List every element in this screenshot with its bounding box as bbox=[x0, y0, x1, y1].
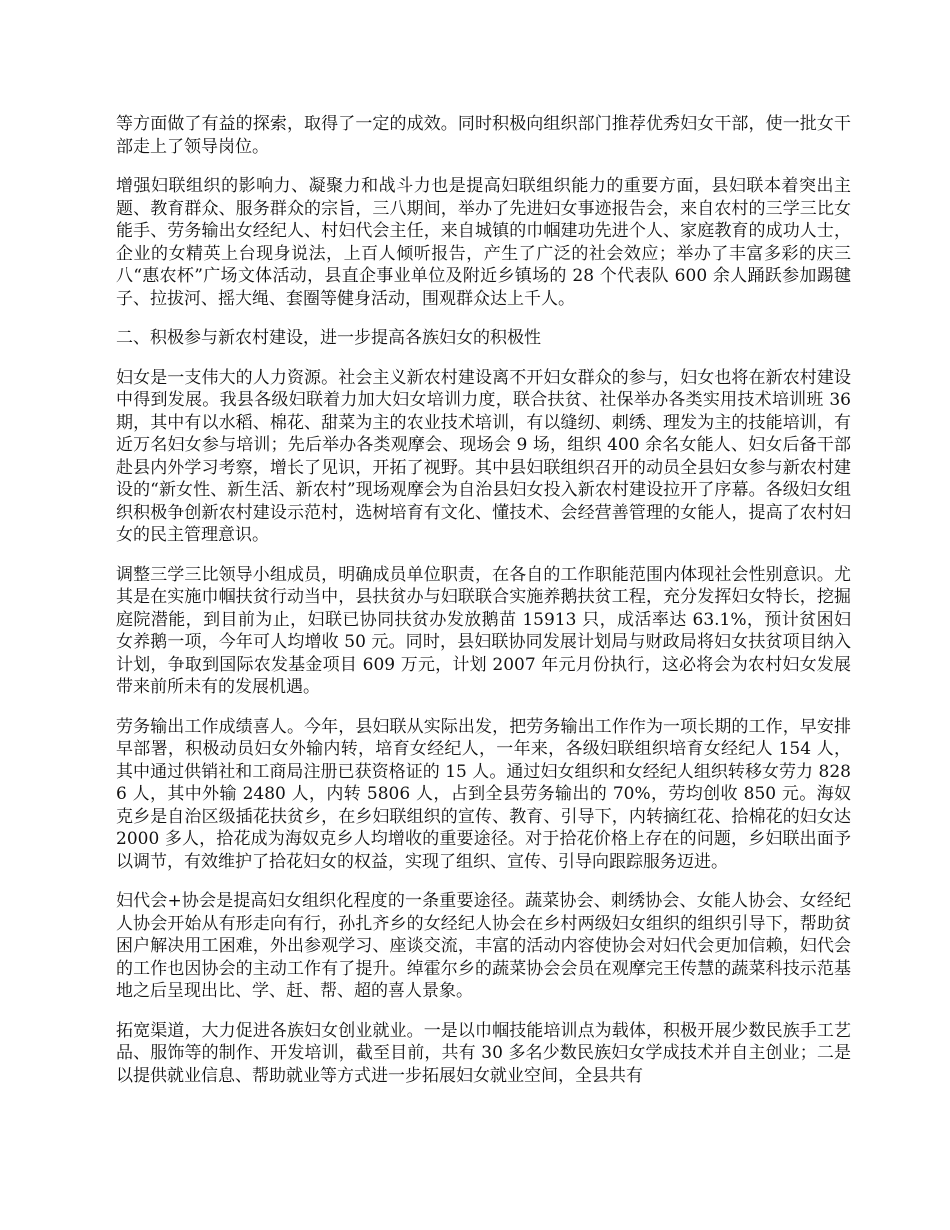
paragraph-associations: 妇代会+协会是提高妇女组织化程度的一条重要途径。蔬菜协会、刺绣协会、女能人协会、女经纪人协会开始从有形走向有行，孙扎齐乡的女经纪人协会在乡村两级妇女组织的组织引导下，帮助贫困户解决用工困难，外出参观学习、座谈交流，丰富的活动内容使协会对妇代会更加信赖，妇代会的工作也因协会的主动工作有了提升。绰霍尔乡的蔬菜协会会员在观摩完王传慧的蔬菜科技示范基地之后呈现出比、学、赶、帮、超的喜人景象。 bbox=[116, 891, 851, 1001]
paragraph-intro-continuation: 等方面做了有益的探索，取得了一定的成效。同时积极向组织部门推荐优秀妇女干部，使一批女干部走上了领导岗位。 bbox=[116, 114, 851, 157]
section-heading: 二、积极参与新农村建设，进一步提高各族妇女的积极性 bbox=[116, 328, 541, 348]
paragraph-poverty-alleviation: 调整三学三比领导小组成员，明确成员单位职责，在各自的工作职能范围内体现社会性别意识。尤其是在实施巾帼扶贫行动当中，县扶贫办与妇联联合实施养鹅扶贫工程，充分发挥妇女特长，挖掘庭院潜能，到目前为止，妇联已协同扶贫办发放鹅苗 15913 只，成活率达 63.1%，预计贫困妇女养鹅一项，今年可人均增收 50 元。同时，县妇联协同发展计划局与财政局将妇女扶贫项目纳入计划，争取到国际农发基金项目 609 万元，计划 2007 年元月份执行，这必将会为农村妇女发展带来前所未有的发展机遇。 bbox=[116, 564, 851, 697]
paragraph-influence: 增强妇联组织的影响力、凝聚力和战斗力也是提高妇联组织能力的重要方面，县妇联本着突出主题、教育群众、服务群众的宗旨，三八期间，举办了先进妇女事迹报告会，来自农村的三学三比女能手、劳务输出女经纪人、村妇代会主任，来自城镇的巾帼建功先进个人、家庭教育的成功人士，企业的女精英上台现身说法，上百人倾听报告，产生了广泛的社会效应；举办了丰富多彩的庆三八“惠农杯”广场文体活动，县直企事业单位及附近乡镇场的 28 个代表队 600 余人踊跃参加踢毽子、拉拔河、摇大绳、套圈等健身活动，围观群众达上千人。 bbox=[116, 176, 851, 309]
paragraph-labor-export: 劳务输出工作成绩喜人。今年，县妇联从实际出发，把劳务输出工作作为一项长期的工作，早安排早部署，积极动员妇女外输内转，培育女经纪人，一年来，各级妇联组织培育女经纪人 154 人，其中通过供销社和工商局注册已获资格证的 15 人。通过妇女组织和女经纪人组织转移女劳力 8286 人，其中外输 2480 人，内转 5806 人，占到全县劳务输出的 70%，劳均创收 850 元。海奴克乡是自治区级插花扶贫乡，在乡妇联组织的宣传、教育、引导下，内转摘红花、拾棉花的妇女达 2000 多人，拾花成为海奴克乡人均增收的重要途径。对于拾花价格上存在的问题，乡妇联出面予以调节，有效维护了拾花妇女的权益，实现了组织、宣传、引导向跟踪服务迈进。 bbox=[116, 716, 851, 872]
paragraph-training: 妇女是一支伟大的人力资源。社会主义新农村建设离不开妇女群众的参与，妇女也将在新农村建设中得到发展。我县各级妇联着力加大妇女培训力度，联合扶贫、社保举办各类实用技术培训班 36 期，其中有以水稻、棉花、甜菜为主的农业技术培训，有以缝纫、刺绣、理发为主的技能培训，有近万名妇女参与培训；先后举办各类观摩会、现场会 9 场，组织 400 余名女能人、妇女后备干部赴县内外学习考察，增长了见识，开拓了视野。其中县妇联组织召开的动员全县妇女参与新农村建设的“新女性、新生活、新农村”现场观摩会为自治县妇女投入新农村建设拉开了序幕。各级妇女组织积极争创新农村建设示范村，选树培育有文化、懂技术、会经营善管理的女能人，提高了农村妇女的民主管理意识。 bbox=[116, 367, 851, 545]
document-body bbox=[116, 113, 851, 1104]
paragraph-employment: 拓宽渠道，大力促进各族妇女创业就业。一是以巾帼技能培训点为载体，积极开展少数民族手工艺品、服饰等的制作、开发培训，截至目前，共有 30 多名少数民族妇女学成技术并自主创业；二是以提供就业信息、帮助就业等方式进一步拓展妇女就业空间，全县共有 bbox=[116, 1020, 851, 1086]
